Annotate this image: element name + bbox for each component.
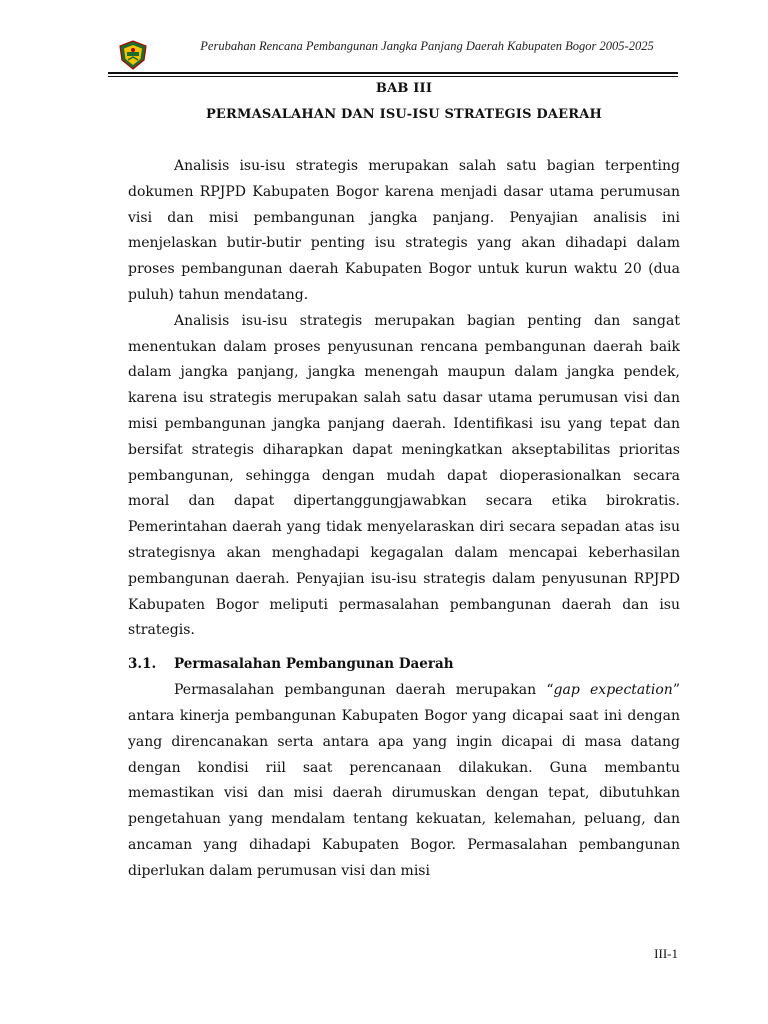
paragraph-2: Analisis isu-isu strategis merupakan bagian penting dan sangat menentukan dalam proses penyusunan rencana pembangunan daerah baik dalam jangka panjang, jangka menengah maupun dalam jangka pendek, karena isu strategis merupakan salah satu dasar utama perumusan visi dan misi pembangunan jangka panjang daerah. Identifikasi isu yang tepat dan bersifat strategis diharapkan dapat meningkatkan akseptabilitas prioritas pembangunan, sehingga dengan mudah dapat dioperasionalkan secara moral dan dapat dipertanggungjawabkan secara etika birokratis. Pemerintahan daerah yang tidak menyelaraskan diri secara sepadan atas isu strategisnya akan menghadapi kegagalan dalam mencapai keberhasilan pembangunan daerah. Penyajian isu-isu strategis dalam penyusunan RPJPD Kabupaten Bogor meliputi permasalahan pembangunan daerah dan isu strategis.: [128, 312, 680, 639]
section-paragraph: [128, 678, 680, 884]
chapter-title: PERMASALAHAN DAN ISU-ISU STRATEGIS DAERAH: [205, 107, 603, 122]
section-paragraph-italic: gap expectation: [553, 682, 673, 699]
page-number: III-1: [654, 946, 678, 961]
section-paragraph-rest: ” antara kinerja pembangunan Kabupaten Bogor yang dicapai saat ini dengan yang direncanakan serta antara apa yang ingin dicapai di masa datang dengan kondisi riil saat perencanaan dilakukan. Guna membantu memastikan visi dan misi daerah dirumuskan dengan tepat, dibutuhkan pengetahuan yang mendalam tentang kekuatan, kelemahan, peluang, dan ancaman yang dihadapi Kabupaten Bogor. Permasalahan pembangunan diperlukan dalam perumusan visi dan misi: [128, 682, 680, 879]
chapter-label: BAB III: [375, 81, 433, 96]
section-number: 3.1.: [128, 656, 157, 673]
header-rule-thin: [108, 76, 678, 77]
header-title: Perubahan Rencana Pembangunan Jangka Panjang Daerah Kabupaten Bogor 2005-2025: [200, 39, 654, 53]
regency-emblem-icon: [118, 40, 148, 70]
section-paragraph-start: Permasalahan pembangunan daerah merupakan “: [174, 682, 554, 699]
header-rule-thick: [108, 72, 678, 74]
paragraph-1: Analisis isu-isu strategis merupakan salah satu bagian terpenting dokumen RPJPD Kabupaten Bogor karena menjadi dasar utama perumusan visi dan misi pembangunan jangka panjang. Penyajian analisis ini menjelaskan butir-butir penting isu strategis yang akan dihadapi dalam proses pembangunan daerah Kabupaten Bogor untuk kurun waktu 20 (dua puluh) tahun mendatang.: [128, 158, 680, 303]
document-body: [128, 154, 680, 885]
section-heading: [128, 652, 680, 678]
section-title: Permasalahan Pembangunan Daerah: [174, 656, 454, 673]
